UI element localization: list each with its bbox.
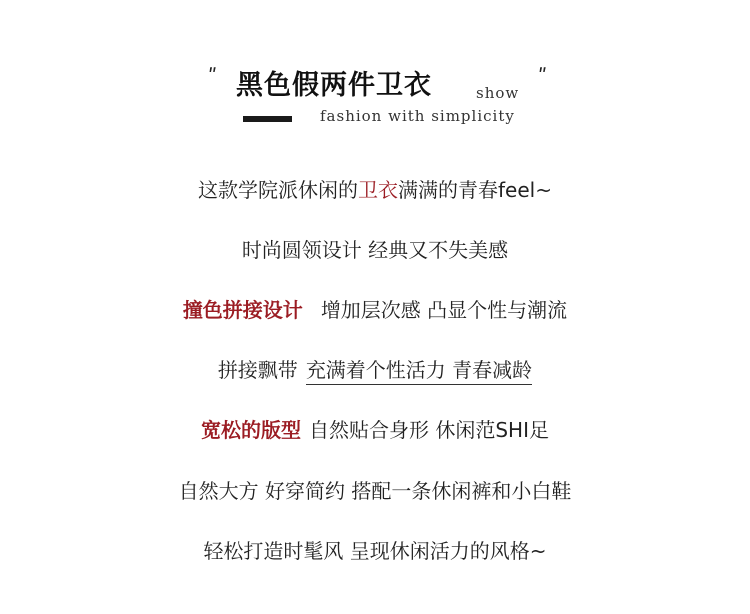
description-line-5 — [0, 416, 750, 444]
title-underline-bar — [243, 116, 292, 122]
line-3-text: 增加层次感 凸显个性与潮流 — [320, 298, 568, 322]
line-7-text: 轻松打造时髦风 呈现休闲活力的风格~ — [203, 539, 547, 563]
description-line-1 — [0, 176, 750, 204]
description-line-7 — [0, 537, 750, 565]
page-subtitle: fashion with simplicity — [320, 107, 515, 125]
line-1-highlight: 卫衣 — [358, 178, 399, 202]
open-quote-mark: ʺ — [208, 64, 218, 88]
line-2-text: 时尚圆领设计 经典又不失美感 — [241, 238, 509, 262]
title-tag-show: show — [476, 84, 520, 102]
description-line-4 — [0, 356, 750, 384]
line-4-text-a: 拼接飘带 — [217, 358, 298, 382]
line-4-underlined-text: 充满着个性活力 青春减龄 — [306, 358, 532, 385]
line-1-text-a: 这款学院派休闲的 — [198, 178, 359, 202]
line-5-text: 自然贴合身形 休闲范SHI足 — [309, 418, 549, 442]
line-1-text-c: 满满的青春feel~ — [398, 178, 552, 202]
description-line-2 — [0, 236, 750, 264]
line-6-text: 自然大方 好穿简约 搭配一条休闲裤和小白鞋 — [178, 479, 572, 503]
close-quote-mark: ʺ — [538, 64, 548, 88]
page-title: 黑色假两件卫衣 — [236, 70, 432, 101]
line-5-highlight: 宽松的版型 — [201, 418, 301, 442]
line-3-highlight: 撞色拼接设计 — [182, 298, 303, 322]
description-line-3 — [0, 296, 750, 324]
description-line-6 — [0, 477, 750, 505]
